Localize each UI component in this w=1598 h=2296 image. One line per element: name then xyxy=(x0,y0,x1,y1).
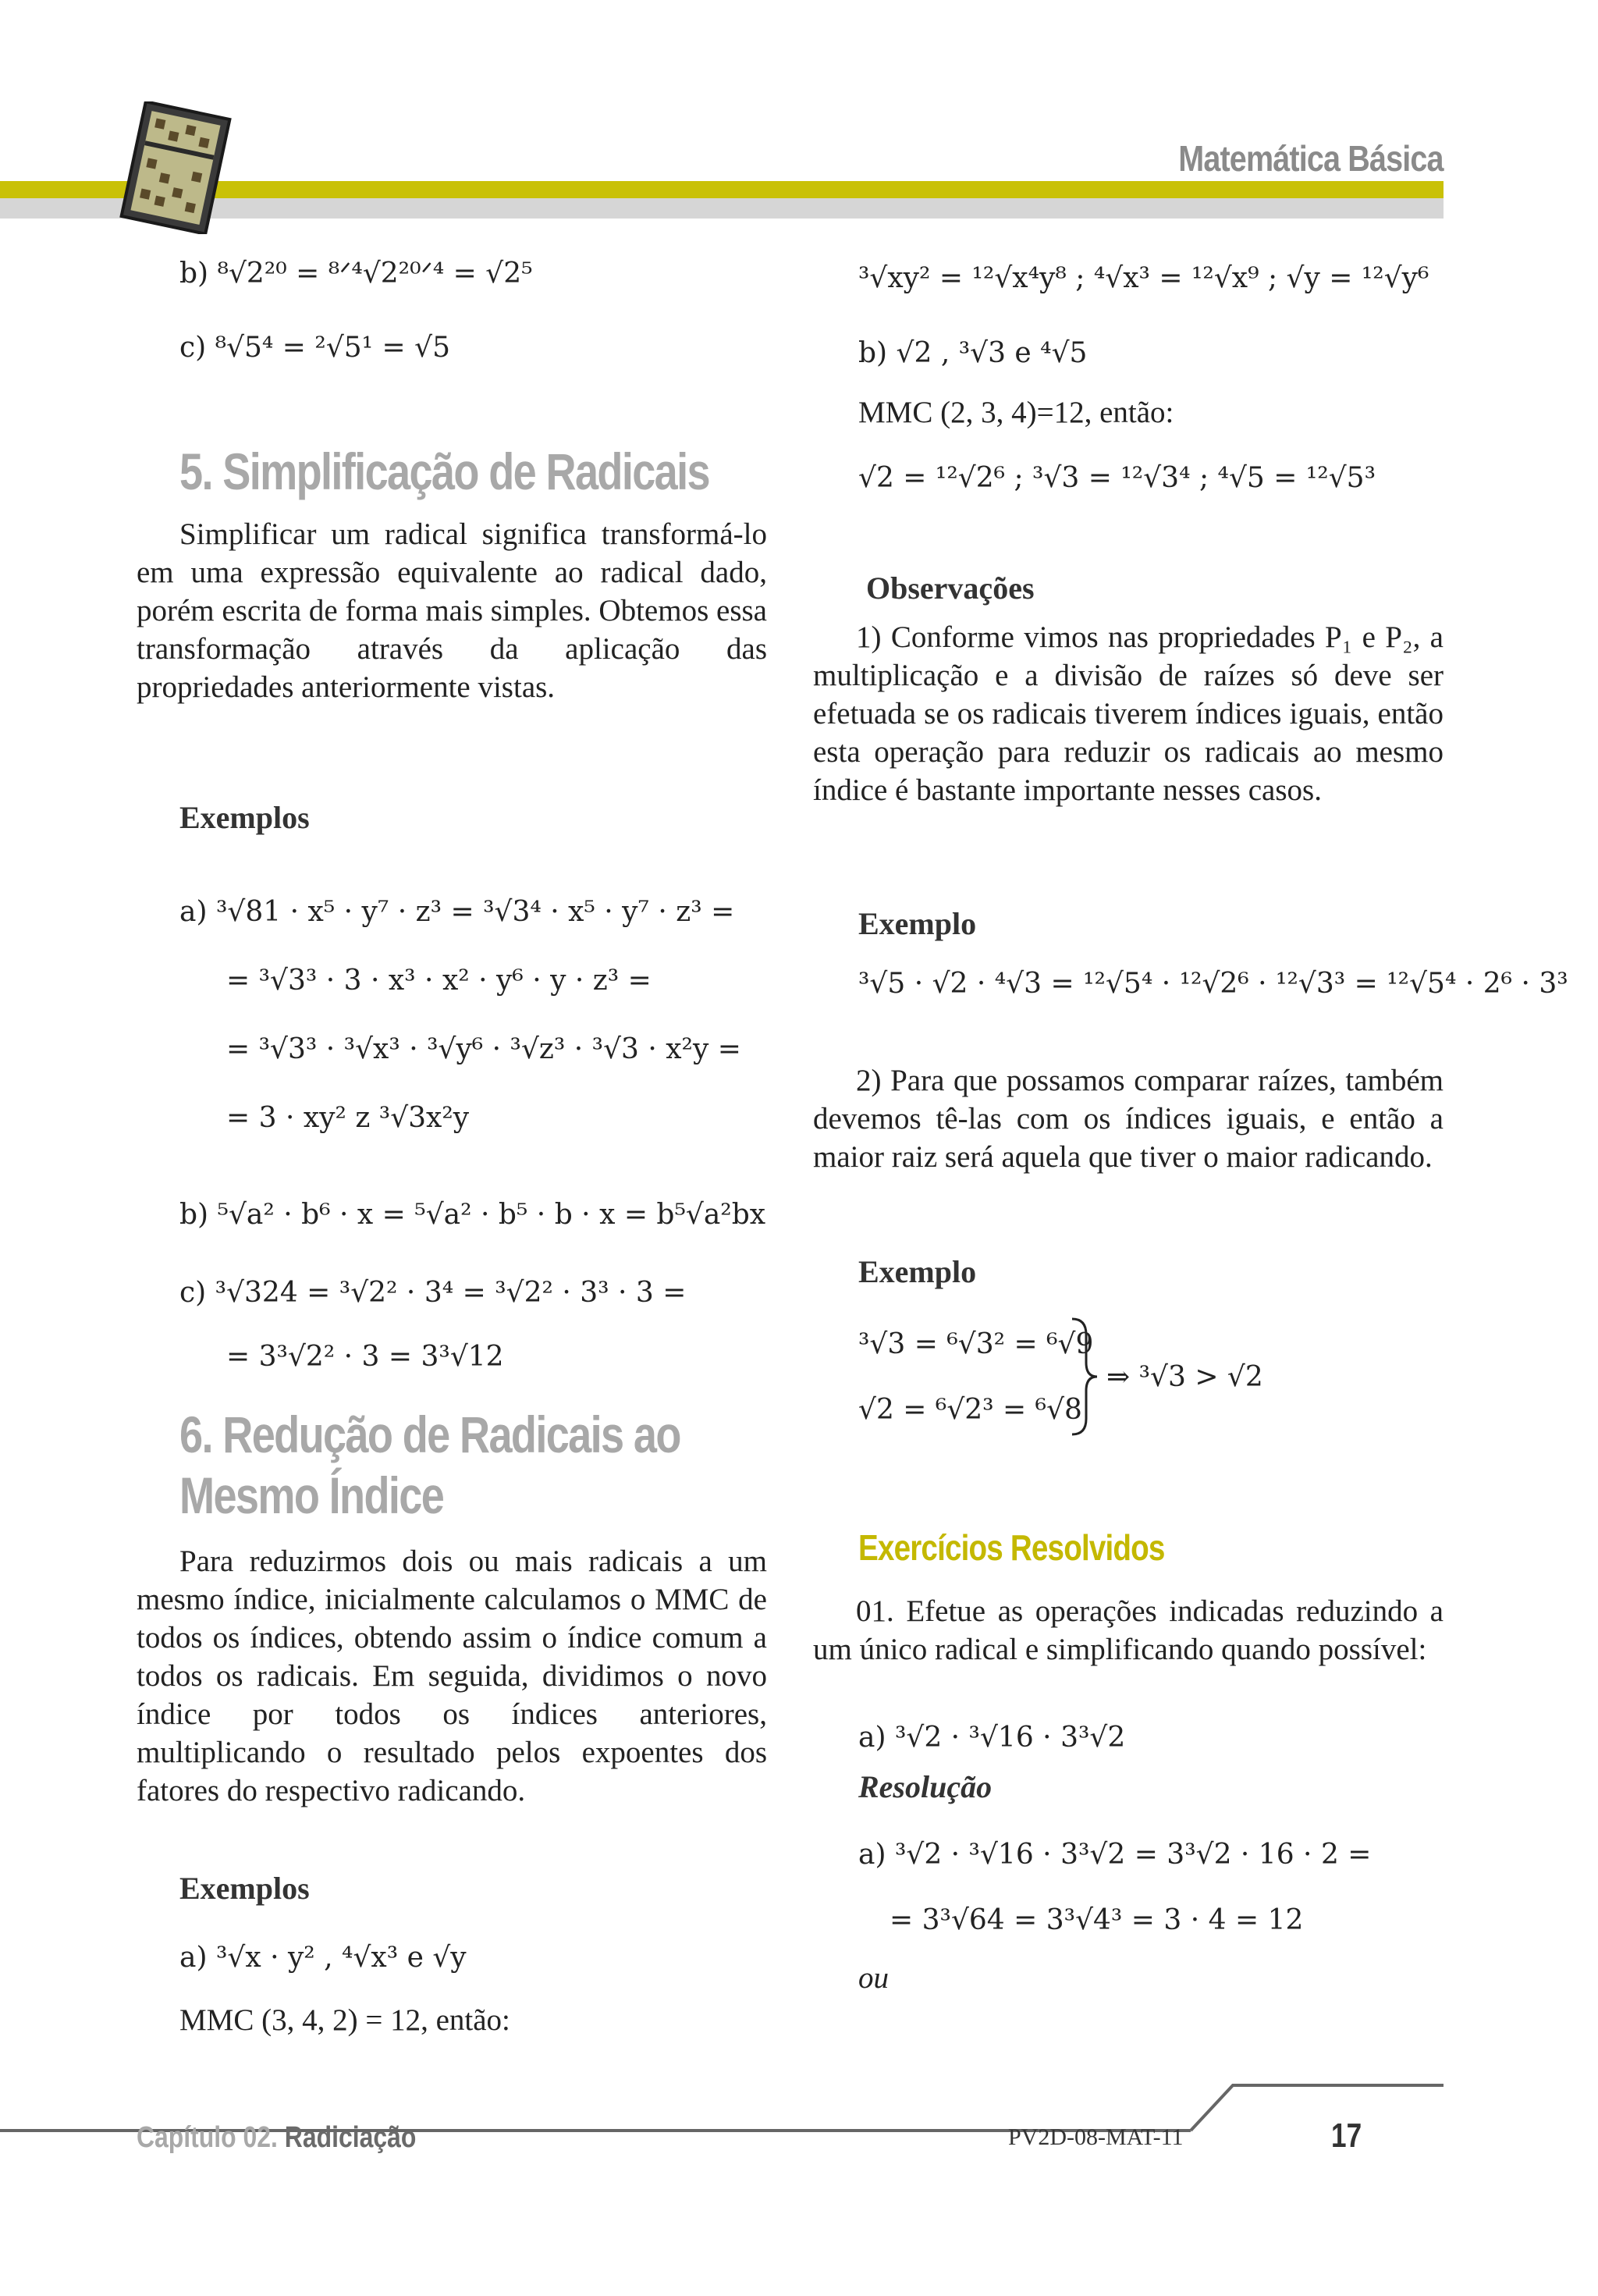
example-2-line-2: √2 = ⁶√2³ = ⁶√8 xyxy=(858,1394,1082,1426)
resolution-a-line-2: = 3³√64 = 3³√4³ = 3 · 4 = 12 xyxy=(890,1904,1304,1936)
section-5-title: 5. Simplificação de Radicais xyxy=(179,442,709,500)
right-line-1: ³√xy² = ¹²√x⁴y⁸ ; ⁴√x³ = ¹²√x⁹ ; √y = ¹²√y⁶ xyxy=(858,262,1429,294)
header-title: Matemática Básica xyxy=(1178,138,1444,179)
examples-heading: Exemplos xyxy=(179,800,310,835)
right-mmc-line: MMC (2, 3, 4)=12, então: xyxy=(858,396,1174,429)
example-2-result: ⇒ ³√3 > √2 xyxy=(1106,1361,1263,1393)
section-6-title-line-2: Mesmo Índice xyxy=(179,1466,444,1524)
example-c-root-simplify: c) ⁸√5⁴ = ²√5¹ = √5 xyxy=(179,332,451,364)
example-1-expression: ³√5 · √2 · ⁴√3 = ¹²√5⁴ · ¹²√2⁶ · ¹²√3³ = ¹²√5⁴ · 2⁶ · 3³ xyxy=(858,968,1568,1000)
example-a-line-1: a) ³√81 · x⁵ · y⁷ · z³ = ³√3⁴ · x⁵ · y⁷ · z³ = xyxy=(179,896,735,928)
abacus-icon xyxy=(117,101,234,234)
right-b-line: b) √2 , ³√3 e ⁴√5 xyxy=(858,337,1088,369)
right-eq-line: √2 = ¹²√2⁶ ; ³√3 = ¹²√3⁴ ; ⁴√5 = ¹²√5³ xyxy=(858,462,1376,494)
section-6-title-line-1: 6. Redução de Radicais ao xyxy=(179,1406,680,1463)
footer-chapter-prefix: Capítulo 02. xyxy=(137,2121,278,2154)
example-2a-line: a) ³√x · y² , ⁴√x³ e √y xyxy=(179,1942,467,1974)
example-heading-2: Exemplo xyxy=(858,1254,977,1289)
section-6-paragraph: Para reduzirmos dois ou mais radicais a um mesmo índice, inicialmente calculamos o MMC de todos os índices, obtendo assim o índice comum a todos os radicais. Em seguida, dividimos o novo índice por todos os índices anteriores, multiplicando o resultado pelos expoentes dos fatores do respectivo radicando. xyxy=(137,1544,767,1807)
question-01-a: a) ³√2 · ³√16 · 3³√2 xyxy=(858,1722,1126,1754)
resolution-or: ou xyxy=(858,1961,889,1995)
footer-chapter xyxy=(137,2121,416,2155)
example-a-line-2: = ³√3³ · 3 · x³ · x² · y⁶ · y · z³ = xyxy=(226,965,652,997)
example-a-line-3: = ³√3³ · ³√x³ · ³√y⁶ · ³√z³ · ³√3 · x²y = xyxy=(226,1033,741,1065)
resolution-heading: Resolução xyxy=(858,1769,993,1804)
section-5-paragraph: Simplificar um radical significa transformá-lo em uma expressão equivalente ao radical dado, porém escrita de forma mais simples. Obtemos essa transformação através da aplicação das propriedades anteriormente vistas. xyxy=(137,517,767,704)
footer-code: PV2D-08-MAT-11 xyxy=(1008,2124,1184,2150)
example-b-line: b) ⁵√a² · b⁶ · x = ⁵√a² · b⁵ · b · x = b⁵√a²bx xyxy=(179,1199,766,1231)
question-01-text: 01. Efetue as operações indicadas reduzindo a um único radical e simplificando quando possível: xyxy=(813,1594,1444,1666)
example-a-line-4: = 3 · xy² z ³√3x²y xyxy=(226,1102,470,1134)
observation-2-paragraph: 2) Para que possamos comparar raízes, também devemos tê-las com os índices iguais, e então a maior raiz será aquela que tiver o maior radicando. xyxy=(813,1064,1444,1174)
example-c-line-2: = 3³√2² · 3 = 3³√12 xyxy=(226,1341,504,1373)
resolved-exercises-title: Exercícios Resolvidos xyxy=(858,1527,1165,1568)
right-brace xyxy=(1069,1316,1100,1438)
example-c-line-1: c) ³√324 = ³√2² · 3⁴ = ³√2² · 3³ · 3 = xyxy=(179,1277,687,1309)
footer-chapter-name: Radiciação xyxy=(284,2121,417,2154)
example-b-root-simplify: b) ⁸√2²⁰ = ⁸ᐟ⁴√2²⁰ᐟ⁴ = √2⁵ xyxy=(179,258,533,290)
example-heading-1: Exemplo xyxy=(858,906,977,941)
mmc-line-left: MMC (3, 4, 2) = 12, então: xyxy=(179,2003,510,2037)
observation-1-paragraph: 1) Conforme vimos nas propriedades P₁ e P₂, a multiplicação e a divisão de raízes só deve ser efetuada se os radicais tiverem índices iguais, então esta operação para reduzir os radicais ao mesmo índice é bastante importante nesses casos. xyxy=(813,620,1444,807)
page-number: 17 xyxy=(1331,2117,1362,2155)
resolution-a-line-1: a) ³√2 · ³√16 · 3³√2 = 3³√2 · 16 · 2 = xyxy=(858,1839,1372,1871)
example-2-line-1: ³√3 = ⁶√3² = ⁶√9 xyxy=(858,1328,1094,1360)
examples-heading-2: Exemplos xyxy=(179,1871,310,1906)
observations-heading: Observações xyxy=(866,570,1035,606)
